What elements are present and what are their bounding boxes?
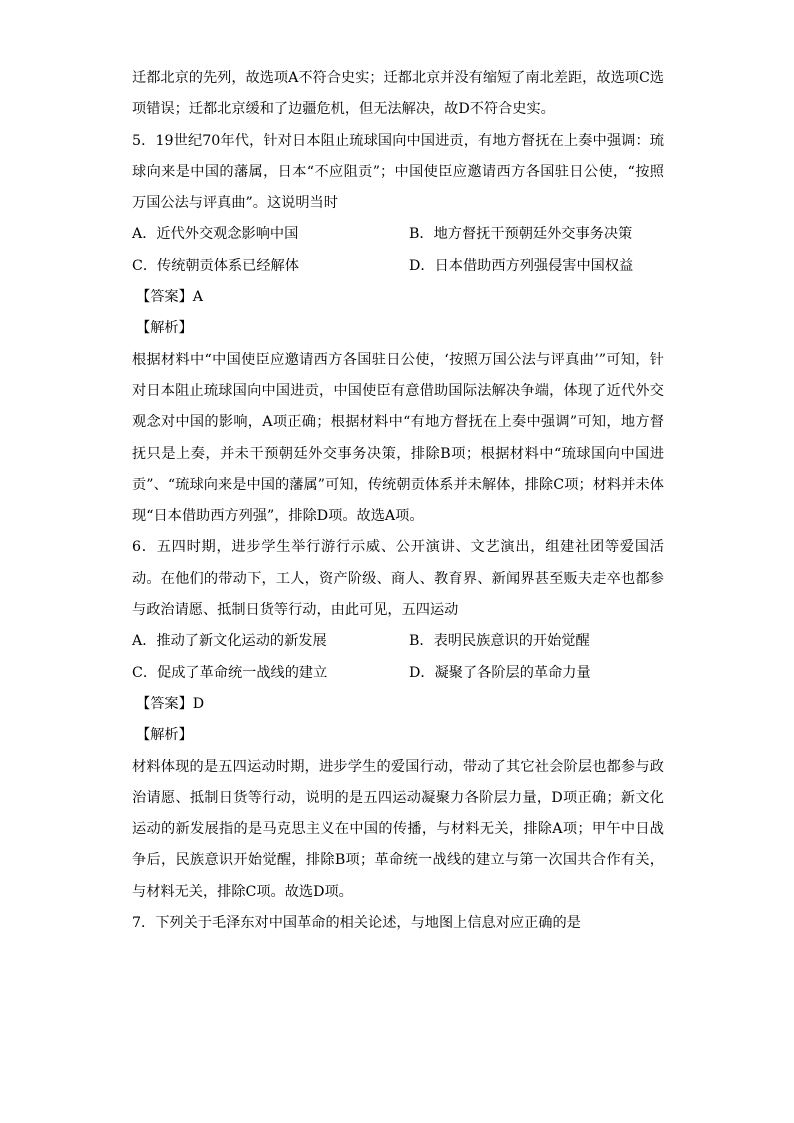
question-5-options bbox=[132, 219, 664, 282]
question-5-analysis-label: 【解析】 bbox=[136, 320, 193, 337]
question-5-stem: 5．19世纪70年代，针对日本阻止琉球国向中国进贡，有地方督抚在上奏中强调：琉球向来是中国的藩属，日本“不应阻贡”；中国使臣应邀请西方各国驻日公使，“按照万国公法与评真曲”。这说明当时 bbox=[132, 132, 664, 212]
question-5-option-c: C．传统朝贡体系已经解体 bbox=[132, 257, 299, 274]
question-6 bbox=[132, 532, 664, 908]
question-5 bbox=[132, 126, 664, 533]
carryover-analysis-text: 迁都北京的先列，故选项A不符合史实；迁都北京并没有缩短了南北差距，故选项C选项错误；迁都北京缓和了边疆危机，但无法解决，故D不符合史实。 bbox=[132, 70, 664, 118]
question-6-options bbox=[132, 626, 664, 689]
question-6-answer: 【答案】D bbox=[136, 695, 205, 712]
question-6-option-c: C．促成了革命统一战线的建立 bbox=[132, 664, 328, 681]
question-6-analysis: 材料体现的是五四运动时期，进步学生的爱国行动，带动了其它社会阶层也都参与政治请愿、抵制日货等行动，说明的是五四运动凝聚力各阶层力量，D项正确；新文化运动的新发展指的是马克思主义在中国的传播，与材料无关，排除A项；甲午中日战争后，民族意识开始觉醒，排除B项；革命统一战线的建立与第一次国共合作有关，与材料无关，排除C项。故选D项。 bbox=[132, 758, 664, 900]
question-7-stem: 7．下列关于毛泽东对中国革命的相关论述，与地图上信息对应正确的是 bbox=[132, 915, 581, 932]
question-5-option-b: B．地方督抚干预朝廷外交事务决策 bbox=[409, 226, 633, 243]
question-6-option-a: A．推动了新文化运动的新发展 bbox=[132, 633, 327, 650]
question-6-option-b: B．表明民族意识的开始觉醒 bbox=[409, 633, 590, 650]
question-5-analysis: 根据材料中“中国使臣应邀请西方各国驻日公使，‘按照万国公法与评真曲’”可知，针对日本阻止琉球国向中国进贡，中国使臣有意借助国际法解决争端，体现了近代外交观念对中国的影响，A项正确；根据材料中“有地方督抚在上奏中强调”可知，地方督抚只是上奏，并未干预朝廷外交事务决策，排除B项；根据材料中“琉球国向中国进贡”、“琉球向来是中国的藩属”可知，传统朝贡体系并未解体，排除C项；材料并未体现“日本借助西方列强”，排除D项。故选A项。 bbox=[132, 351, 664, 525]
question-5-answer: 【答案】A bbox=[136, 289, 203, 306]
question-5-option-d: D．日本借助西方列强侵害中国权益 bbox=[409, 257, 634, 274]
question-6-option-d: D．凝聚了各阶层的革命力量 bbox=[409, 664, 591, 681]
page-content bbox=[132, 63, 664, 939]
question-7 bbox=[132, 908, 664, 939]
question-6-stem: 6．五四时期，进步学生举行游行示威、公开演讲、文艺演出，组建社团等爱国活动。在他们的带动下，工人，资产阶级、商人、教育界、新闻界甚至贩夫走卒也都参与政治请愿、抵制日货等行动，由此可见，五四运动 bbox=[132, 539, 664, 619]
question-5-option-a: A．近代外交观念影响中国 bbox=[132, 226, 299, 243]
question-6-analysis-label: 【解析】 bbox=[136, 727, 193, 744]
